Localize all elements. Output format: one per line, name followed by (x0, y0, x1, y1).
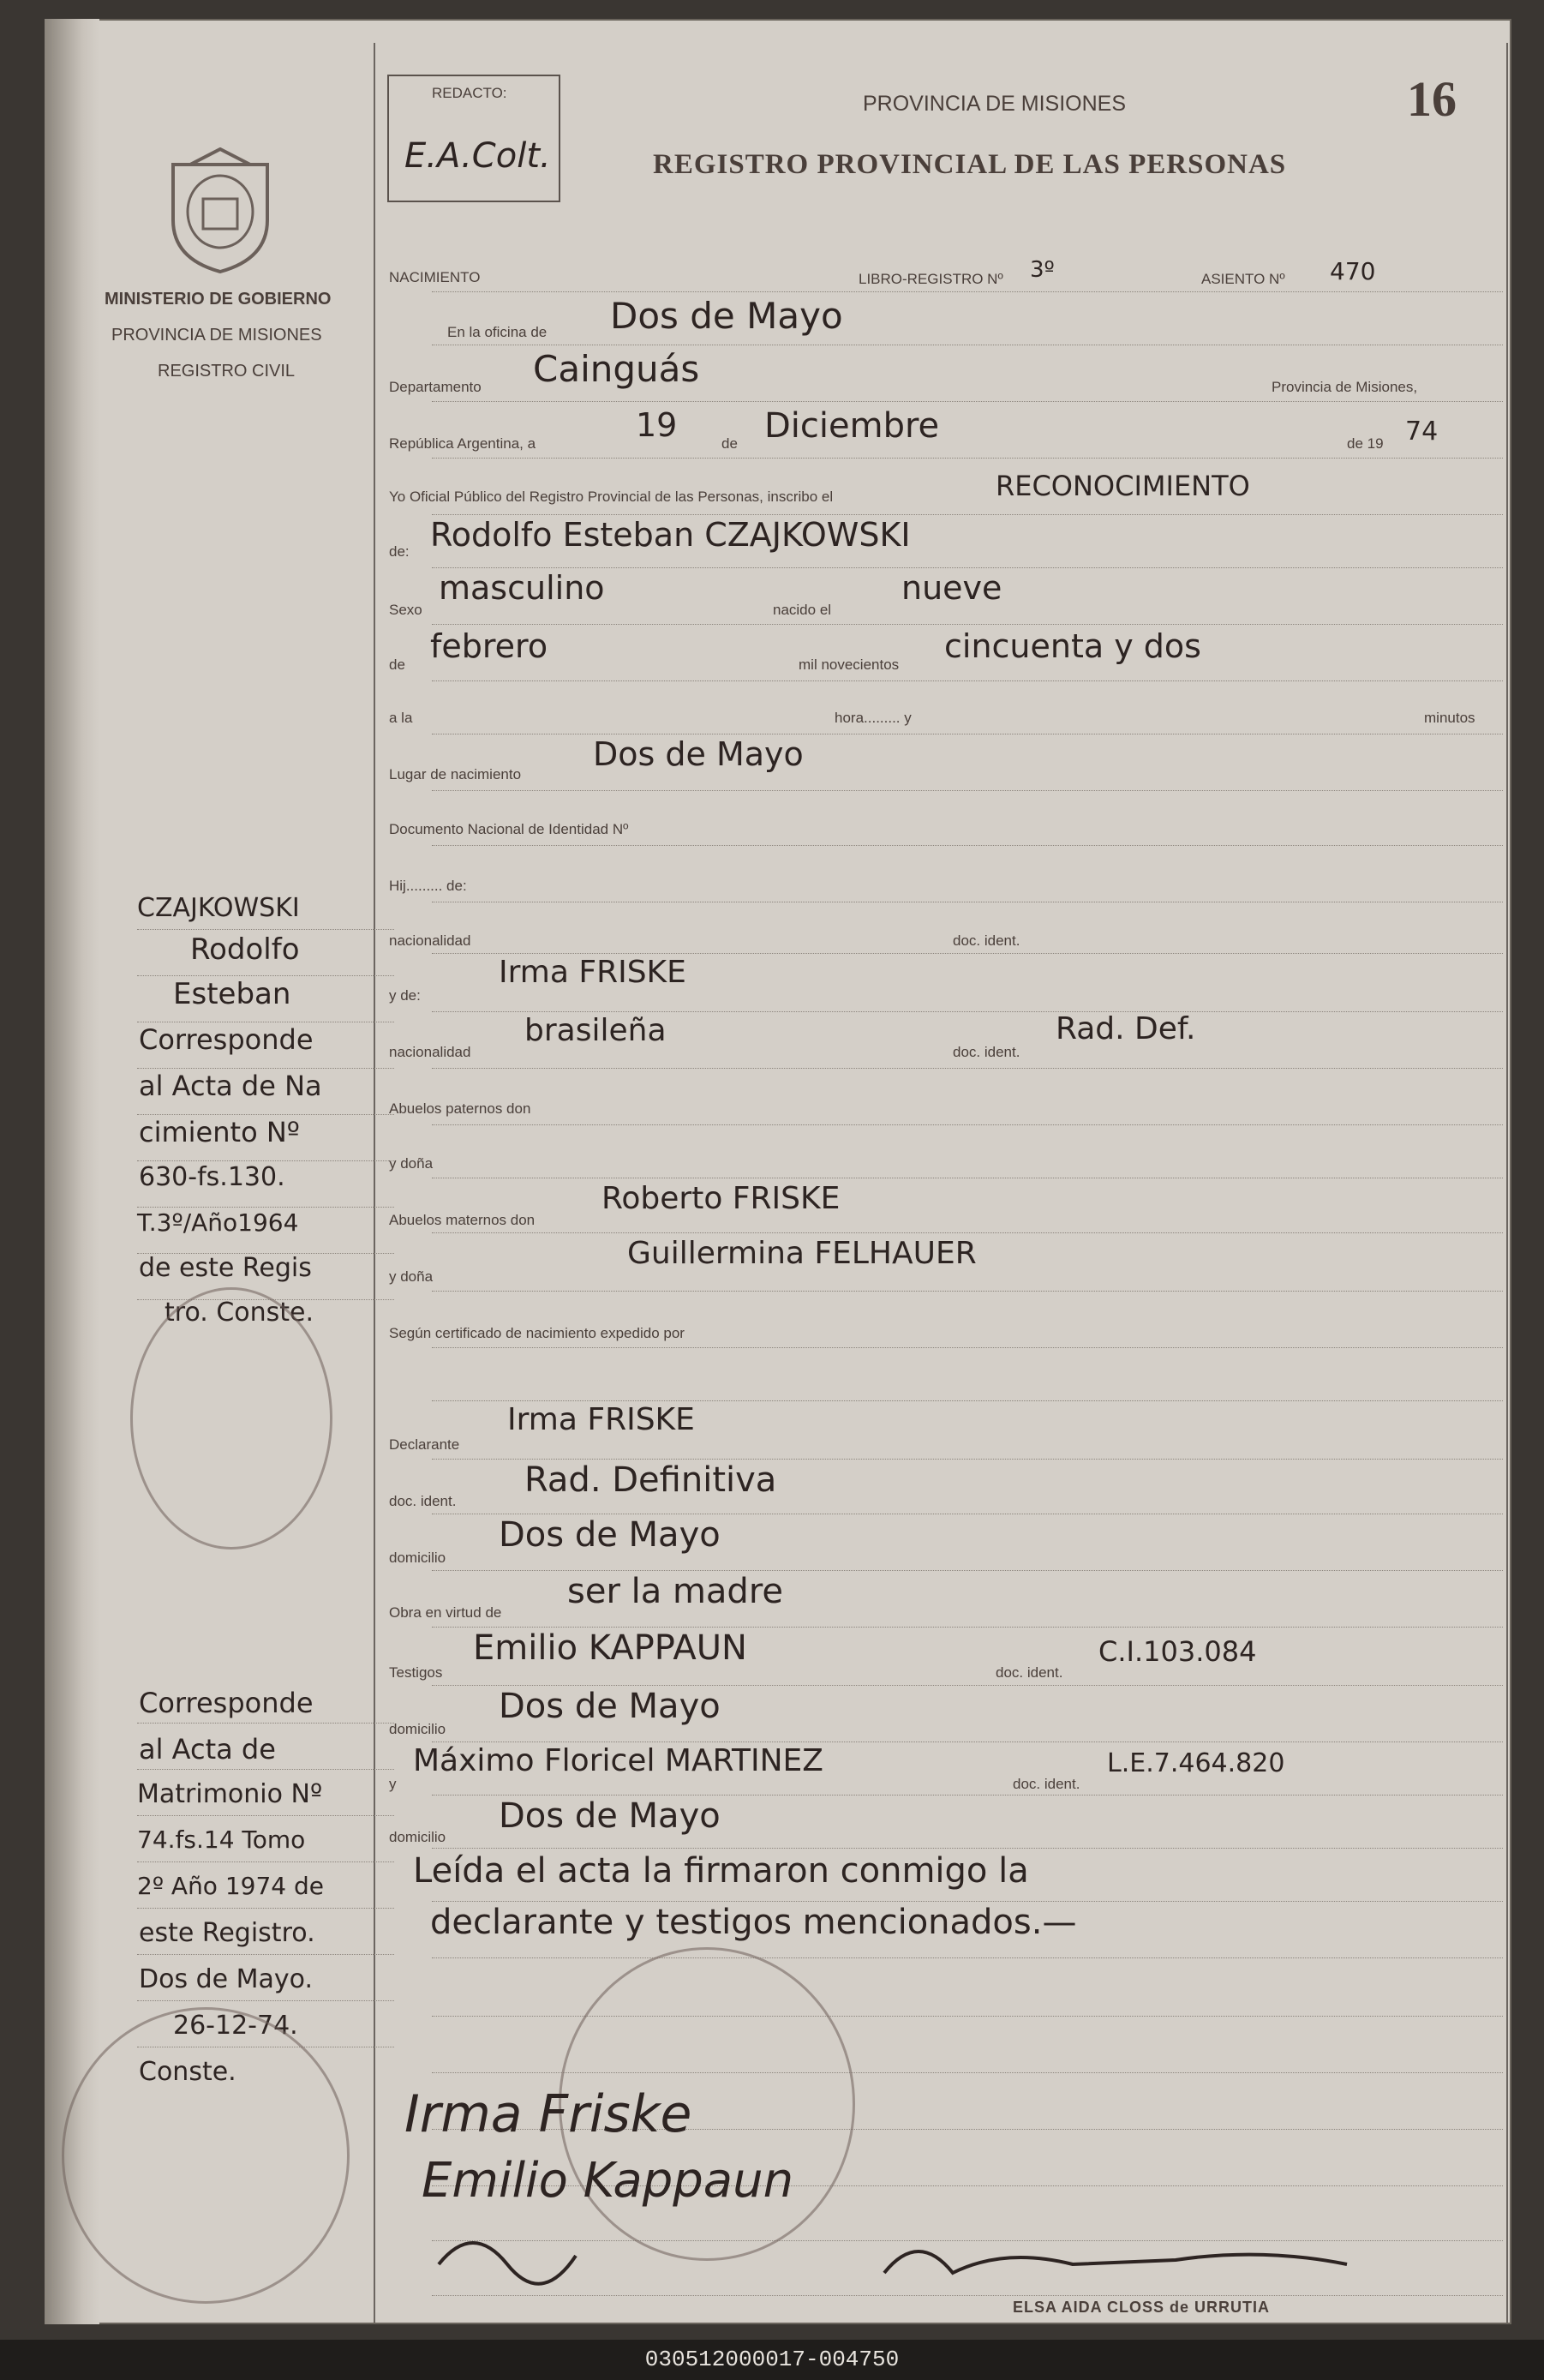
official-stamp-2 (62, 2007, 350, 2304)
page-binding (45, 19, 99, 2324)
docident4-label: doc. ident. (996, 1664, 1063, 1681)
testigos-label: Testigos (389, 1664, 443, 1681)
de-name-label: de: (389, 543, 410, 560)
coat-of-arms-icon (165, 147, 276, 276)
anio-value: 74 (1405, 417, 1439, 447)
margin-note-b8: 26-12-74. (173, 2011, 298, 2041)
nacionalidad2-label: nacionalidad (389, 1044, 471, 1060)
republica-label: República Argentina, a (389, 435, 536, 452)
margin-name-2: Esteban (173, 977, 291, 1011)
province-heading: PROVINCIA DE MISIONES (863, 92, 1127, 116)
domicilio-label: domicilio (389, 1550, 446, 1566)
docident5-label: doc. ident. (1013, 1776, 1080, 1792)
bottom-stamp-text: ELSA AIDA CLOSS de URRUTIA (1013, 2299, 1271, 2316)
margin-note-a5: T.3º/Año1964 (137, 1208, 299, 1237)
departamento-label: Departamento (389, 379, 482, 395)
docident1-label: doc. ident. (953, 932, 1020, 949)
ydona-materna-label: y doña (389, 1268, 434, 1285)
ala-label: a la (389, 710, 413, 726)
ministry-line-3: REGISTRO CIVIL (158, 362, 296, 381)
ministry-line-2: PROVINCIA DE MISIONES (111, 326, 322, 345)
asiento-label: ASIENTO Nº (1201, 271, 1285, 287)
domicilio-value: Dos de Mayo (499, 1515, 721, 1555)
abuelos-paternos-label: Abuelos paternos don (389, 1100, 531, 1117)
margin-note-a3: cimiento Nº (139, 1116, 300, 1148)
domicilio2-value: Dos de Mayo (499, 1687, 721, 1726)
margin-divider (374, 43, 375, 2323)
ministry-line-1: MINISTERIO DE GOBIERNO (105, 290, 332, 309)
testigo1-value: Emilio KAPPAUN (473, 1628, 747, 1668)
abuelos-maternos-label: Abuelos maternos don (389, 1212, 536, 1228)
sexo-label: Sexo (389, 602, 422, 618)
redacto-signature: E.A.Colt. (404, 136, 551, 176)
dni-label: Documento Nacional de Identidad Nº (389, 821, 629, 837)
leida-line-1: Leída el acta la firmaron conmigo la (413, 1851, 1029, 1891)
docident2-label: doc. ident. (953, 1044, 1020, 1060)
hij-label: Hij......... de: (389, 878, 467, 894)
margin-note-a2: al Acta de Na (139, 1070, 322, 1102)
de-label: de (721, 435, 738, 452)
signature-scribbles (404, 2213, 1484, 2299)
right-border (1506, 43, 1508, 2323)
margin-note-a7: tro. Conste. (165, 1298, 314, 1328)
provincia-label: Provincia de Misiones, (1272, 379, 1418, 395)
domicilio2-label: domicilio (389, 1721, 446, 1737)
domicilio3-value: Dos de Mayo (499, 1796, 721, 1836)
obra-value: ser la madre (567, 1572, 783, 1611)
minutos-label: minutos (1424, 710, 1475, 726)
mil-value: cincuenta y dos (944, 627, 1201, 665)
dia-value: 19 (636, 406, 678, 444)
margin-note-b4: 74.fs.14 Tomo (137, 1825, 306, 1854)
nacionalidad2-value: brasileña (524, 1013, 667, 1048)
sexo-value: masculino (439, 569, 605, 607)
y-label: y (389, 1776, 397, 1792)
docident3-label: doc. ident. (389, 1493, 457, 1509)
oficina-label: En la oficina de (447, 324, 548, 340)
oficial-label: Yo Oficial Público del Registro Provincial de las Personas, inscribo el (389, 489, 834, 505)
page-number: 16 (1407, 71, 1457, 127)
mil-label: mil novecientos (799, 656, 900, 673)
docident3-value: Rad. Definitiva (524, 1460, 777, 1500)
libro-value: 3º (1030, 257, 1055, 283)
de-mes-label: de (389, 656, 405, 673)
margin-note-a1: Corresponde (139, 1023, 314, 1056)
leida-line-2: declarante y testigos mencionados.— (430, 1903, 1077, 1942)
margin-note-b9: Conste. (139, 2057, 236, 2087)
register-page (45, 19, 1511, 2324)
nacido-label: nacido el (773, 602, 832, 618)
margin-name-1: Rodolfo (190, 932, 300, 967)
margin-note-b2: al Acta de (139, 1733, 276, 1766)
ydona-materna-value: Guillermina FELHAUER (627, 1236, 977, 1271)
declarante-label: Declarante (389, 1436, 460, 1453)
yde-label: y de: (389, 987, 421, 1004)
margin-note-a4: 630-fs.130. (139, 1162, 285, 1192)
lugar-value: Dos de Mayo (593, 735, 804, 773)
asiento-value: 470 (1330, 257, 1376, 285)
margin-note-b7: Dos de Mayo. (139, 1964, 314, 1994)
archive-id-footer: 030512000017-004750 (0, 2340, 1544, 2380)
madre-value: Irma FRISKE (499, 955, 686, 990)
ydona-paterna-label: y doña (389, 1155, 434, 1172)
hora-label: hora......... y (835, 710, 912, 726)
obra-label: Obra en virtud de (389, 1604, 502, 1621)
mes2-value: febrero (430, 627, 548, 665)
signature-testigo: Emilio Kappaun (422, 2153, 794, 2209)
mes-value: Diciembre (764, 406, 940, 446)
oficial-value: RECONOCIMIENTO (996, 470, 1250, 502)
nacimiento-label: NACIMIENTO (389, 269, 481, 285)
docident4-value: C.I.103.084 (1098, 1635, 1257, 1668)
nacionalidad1-label: nacionalidad (389, 932, 471, 949)
anio-label: de 19 (1347, 435, 1384, 452)
redacto-label: REDACTO: (432, 85, 507, 101)
libro-label: LIBRO-REGISTRO Nº (859, 271, 1003, 287)
nombre-value: Rodolfo Esteban CZAJKOWSKI (430, 516, 911, 554)
domicilio3-label: domicilio (389, 1829, 446, 1845)
declarante-value: Irma FRISKE (507, 1402, 695, 1437)
docident5-value: L.E.7.464.820 (1107, 1748, 1285, 1778)
redacto-box (387, 75, 560, 202)
margin-note-b3: Matrimonio Nº (137, 1779, 323, 1809)
margin-note-a6: de este Regis (139, 1253, 312, 1283)
docident2-value: Rad. Def. (1056, 1011, 1196, 1046)
document-title: REGISTRO PROVINCIAL DE LAS PERSONAS (653, 149, 1287, 180)
lugar-label: Lugar de nacimiento (389, 766, 522, 782)
signature-declarante: Irma Friske (404, 2084, 692, 2144)
margin-note-b1: Corresponde (139, 1687, 314, 1719)
segun-label: Según certificado de nacimiento expedido por (389, 1325, 685, 1341)
margin-surname: CZAJKOWSKI (137, 893, 300, 923)
margin-note-b6: este Registro. (139, 1918, 315, 1948)
margin-note-b5: 2º Año 1974 de (137, 1872, 324, 1900)
departamento-value: Cainguás (533, 348, 700, 390)
oficina-value: Dos de Mayo (610, 295, 843, 337)
testigo2-value: Máximo Floricel MARTINEZ (413, 1743, 823, 1778)
abuelos-maternos-value: Roberto FRISKE (601, 1181, 841, 1216)
official-stamp-1 (130, 1287, 332, 1550)
nacido-value: nueve (901, 569, 1002, 607)
